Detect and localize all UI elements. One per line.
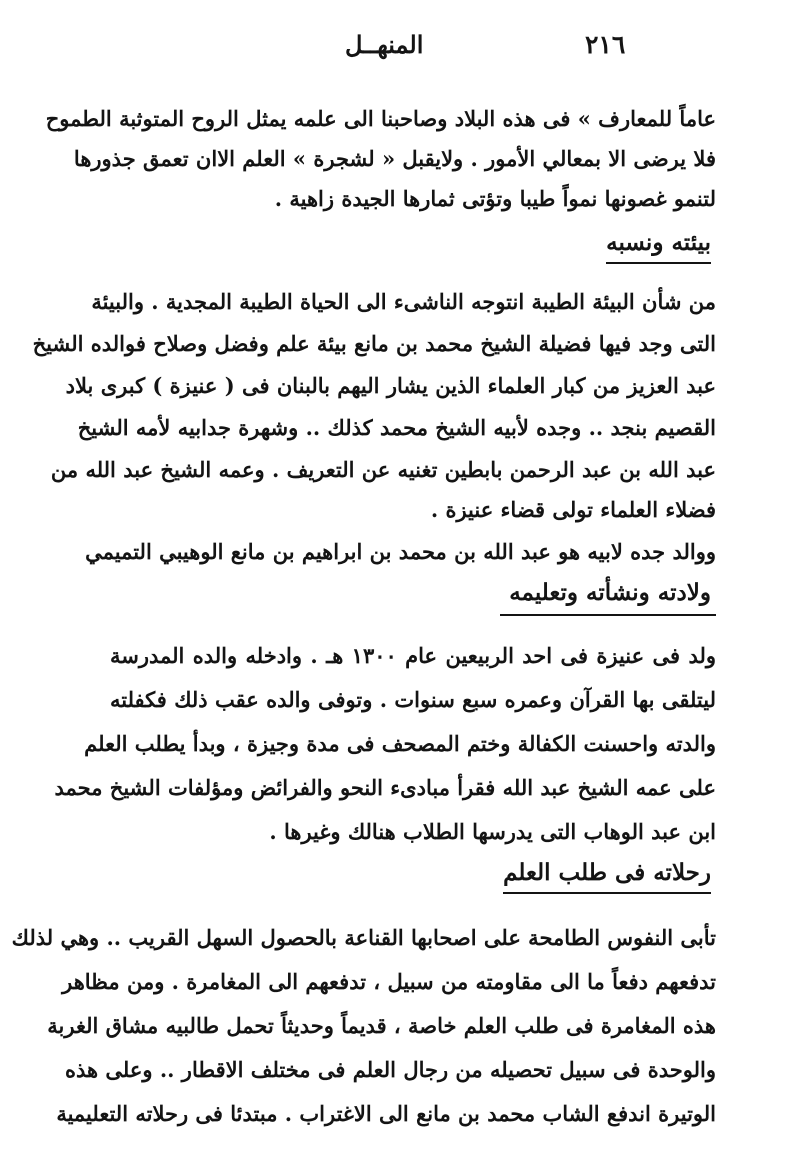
- text-line: من شأن البيئة الطيبة انتوجه الناشىء الى الحياة الطيبة المجدية . والبيئة: [91, 289, 716, 314]
- text-line: لتنمو غصونها نمواً طيبا وتؤتى ثمارها الجيدة زاهية .: [274, 186, 716, 211]
- running-head: [0, 30, 811, 70]
- text-line: عبد العزيز من كبار العلماء الذين يشار اليهم بالبنان فى ( عنيزة ) كبرى بلاد: [65, 373, 716, 398]
- text-line: عبد الله بن عبد الرحمن بابطين تغنيه عن التعريف . وعمه الشيخ عبد الله من: [50, 457, 716, 482]
- text-line: على عمه الشيخ عبد الله فقرأ مبادىء النحو والفرائض ومؤلفات الشيخ محمد: [54, 775, 716, 800]
- section-heading-travels: رحلاته فى طلب العلم: [503, 858, 711, 894]
- text-line: القصيم بنجد .. وجده لأبيه الشيخ محمد كذلك .. وشهرة جدابيه لأمه الشيخ: [77, 415, 716, 440]
- text-line: تأبى النفوس الطامحة على اصحابها القناعة بالحصول السهل القريب .. وهي لذلك: [11, 925, 716, 950]
- heading-rule: [500, 614, 716, 616]
- text-line: فضلاء العلماء تولى قضاء عنيزة .: [430, 497, 716, 522]
- text-line: ولد فى عنيزة فى احد الربيعين عام ١٣٠٠ هـ . وادخله والده المدرسة: [110, 643, 717, 668]
- text-line: ليتلقى بها القرآن وعمره سبع سنوات . وتوفى والده عقب ذلك فكفلته: [110, 687, 716, 712]
- journal-title: المنهــل: [345, 30, 424, 59]
- text-line: تدفعهم دفعاً ما الى مقاومته من سبيل ، تدفعهم الى المغامرة . ومن مظاهر: [62, 969, 716, 994]
- text-line: التى وجد فيها فضيلة الشيخ محمد بن مانع بيئة علم وفضل وصلاح فوالده الشيخ: [32, 331, 716, 356]
- text-line: الوتيرة اندفع الشاب محمد بن مانع الى الاغتراب . مبتدئا فى رحلاته التعليمية: [56, 1101, 716, 1126]
- section-heading-origin: بيئته ونسبه: [606, 228, 711, 264]
- text-line: فلا يرضى الا بمعالي الأمور . ولايقبل « لشجرة » العلم الاان تعمق جذورها: [73, 146, 716, 171]
- text-line: والوحدة فى سبيل تحصيله من رجال العلم فى مختلف الاقطار .. وعلى هذه: [65, 1057, 716, 1082]
- text-line: عاماً للمعارف » فى هذه البلاد وصاحبنا الى علمه يمثل الروح المتوثبة الطموح: [45, 106, 716, 131]
- section-heading-birth: ولادته ونشأته وتعليمه: [509, 579, 711, 606]
- text-line: والدته واحسنت الكفالة وختم المصحف فى مدة وجيزة ، وبدأ يطلب العلم: [84, 731, 716, 756]
- page-number: ٢١٦: [585, 30, 626, 59]
- text-line: ابن عبد الوهاب التى يدرسها الطلاب هنالك وغيرها .: [269, 819, 716, 844]
- text-line: ووالد جده لابيه هو عبد الله بن محمد بن ابراهيم بن مانع الوهيبي التميمي: [85, 539, 716, 564]
- text-line: هذه المغامرة فى طلب العلم خاصة ، قديماً وحديثاً تحمل طالبيه مشاق الغربة: [47, 1013, 716, 1038]
